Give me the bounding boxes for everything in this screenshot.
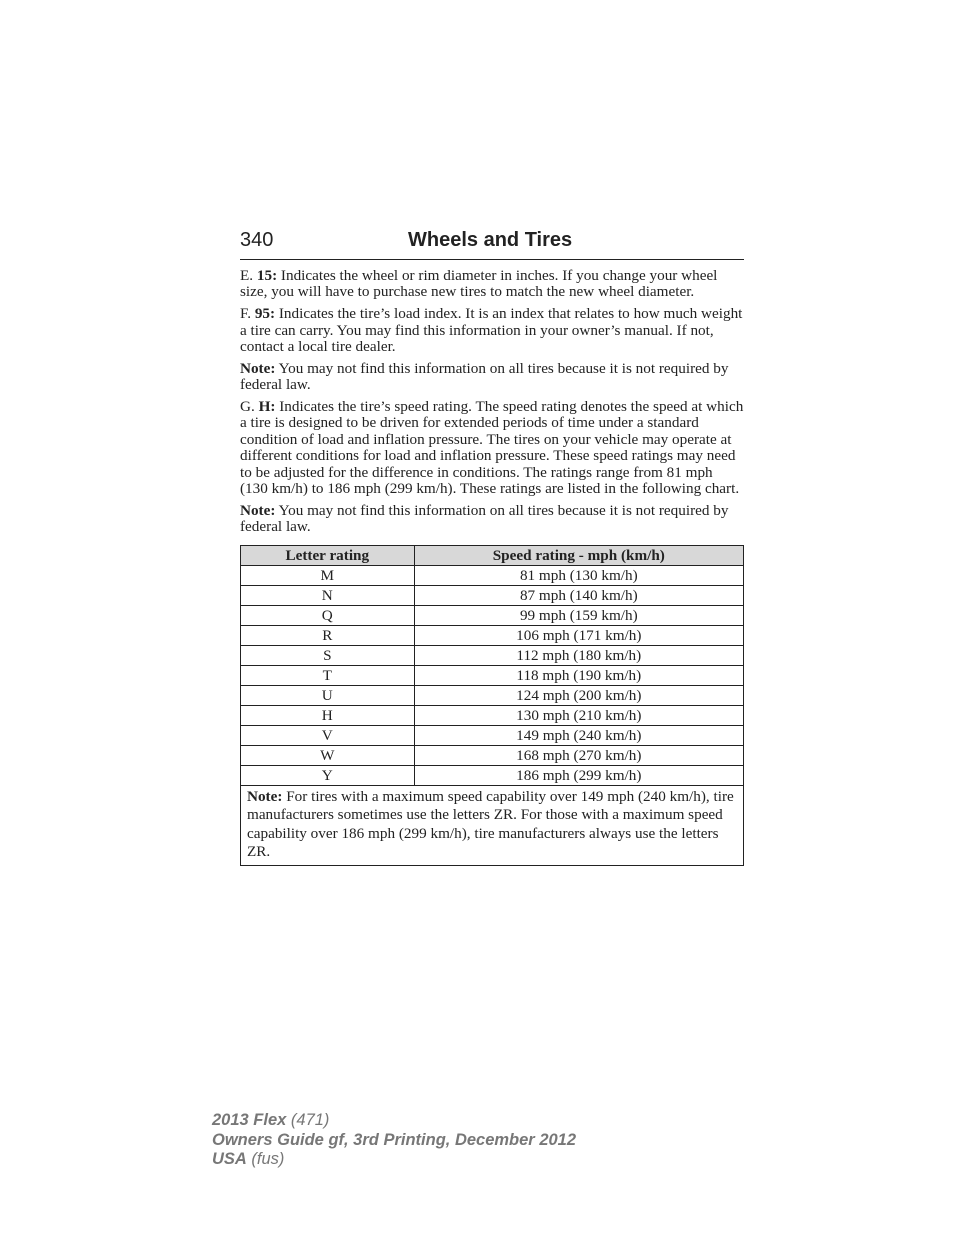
speed-cell: 124 mph (200 km/h) bbox=[414, 685, 743, 705]
table-note-row bbox=[241, 785, 744, 865]
note-text: You may not find this information on all tires because it is not required by federal law. bbox=[240, 501, 729, 536]
letter-cell: N bbox=[241, 585, 415, 605]
table-row bbox=[241, 585, 744, 605]
speed-cell: 99 mph (159 km/h) bbox=[414, 605, 743, 625]
speed-cell: 186 mph (299 km/h) bbox=[414, 765, 743, 785]
speed-cell: 87 mph (140 km/h) bbox=[414, 585, 743, 605]
item-letter: G. bbox=[240, 398, 259, 416]
item-text: Indicates the tire’s speed rating. The speed rating denotes the speed at which a tire is designed to be driven for extended periods of time under a standard condition of load and inflation pressure. The tires on your vehicle may operate at different conditions for load and inflation pressure. These speed ratings may need to be adjusted for the difference in conditions. The ratings range from 81 mph (130 km/h) to 186 mph (299 km/h). These ratings are listed in the following chart. bbox=[240, 398, 744, 498]
speed-cell: 112 mph (180 km/h) bbox=[414, 645, 743, 665]
table-row bbox=[241, 745, 744, 765]
page-number: 340 bbox=[240, 229, 274, 251]
page-header bbox=[240, 229, 744, 260]
note-paragraph bbox=[240, 503, 744, 536]
letter-cell: S bbox=[241, 645, 415, 665]
table-row bbox=[241, 665, 744, 685]
paragraph-e bbox=[240, 268, 744, 301]
note-text: For tires with a maximum speed capability over 149 mph (240 km/h), tire manufacturers sometimes use the letters ZR. For those with a maximum speed capability over 186 mph (299 km/h), tire manufacturers always use the letters ZR. bbox=[247, 787, 734, 861]
item-text: Indicates the wheel or rim diameter in inches. If you change your wheel size, you will have to purchase new tires to match the new wheel diameter. bbox=[240, 267, 718, 301]
table-row bbox=[241, 685, 744, 705]
letter-cell: W bbox=[241, 745, 415, 765]
table-header-row bbox=[241, 545, 744, 565]
note-label: Note: bbox=[240, 501, 276, 519]
letter-cell: M bbox=[241, 565, 415, 585]
letter-cell: H bbox=[241, 705, 415, 725]
letter-cell: Y bbox=[241, 765, 415, 785]
paragraph-g bbox=[240, 399, 744, 497]
table-note bbox=[241, 785, 744, 865]
item-code: H: bbox=[258, 398, 276, 416]
speed-cell: 149 mph (240 km/h) bbox=[414, 725, 743, 745]
table-row bbox=[241, 625, 744, 645]
table-row bbox=[241, 565, 744, 585]
table-row bbox=[241, 605, 744, 625]
speed-cell: 130 mph (210 km/h) bbox=[414, 705, 743, 725]
speed-cell: 118 mph (190 km/h) bbox=[414, 665, 743, 685]
note-label: Note: bbox=[247, 787, 283, 805]
speed-cell: 81 mph (130 km/h) bbox=[414, 565, 743, 585]
letter-cell: Q bbox=[241, 605, 415, 625]
item-code: 95: bbox=[254, 305, 276, 323]
item-text: Indicates the tire’s load index. It is an index that relates to how much weight a tire can carry. You may find this information in your owner’s manual. If not, contact a local tire dealer. bbox=[240, 305, 743, 356]
footer-model: 2013 Flex bbox=[212, 1111, 287, 1129]
main-content bbox=[240, 268, 744, 866]
note-text: You may not find this information on all tires because it is not required by federal law. bbox=[240, 359, 729, 394]
section-title: Wheels and Tires bbox=[408, 229, 573, 251]
table-row bbox=[241, 725, 744, 745]
footer-line-3 bbox=[212, 1150, 576, 1170]
note-paragraph bbox=[240, 361, 744, 394]
speed-cell: 106 mph (171 km/h) bbox=[414, 625, 743, 645]
paragraph-f bbox=[240, 306, 744, 355]
footer-region-code: (fus) bbox=[246, 1150, 285, 1168]
letter-cell: V bbox=[241, 725, 415, 745]
footer-code: (471) bbox=[286, 1111, 330, 1129]
letter-cell: T bbox=[241, 665, 415, 685]
table-row bbox=[241, 705, 744, 725]
item-code: 15: bbox=[256, 267, 278, 284]
footer-region: USA bbox=[212, 1150, 247, 1168]
footer-line-1 bbox=[212, 1111, 576, 1131]
table-row bbox=[241, 645, 744, 665]
column-header-speed: Speed rating - mph (km/h) bbox=[414, 545, 743, 565]
footer-line-2 bbox=[212, 1131, 576, 1151]
table-row bbox=[241, 765, 744, 785]
speed-cell: 168 mph (270 km/h) bbox=[414, 745, 743, 765]
column-header-letter: Letter rating bbox=[241, 545, 415, 565]
speed-rating-table bbox=[240, 545, 744, 866]
page-footer bbox=[212, 1111, 576, 1170]
letter-cell: R bbox=[241, 625, 415, 645]
footer-guide: Owners Guide gf, 3rd Printing, December 2012 bbox=[212, 1130, 577, 1149]
note-label: Note: bbox=[240, 359, 276, 377]
letter-cell: U bbox=[241, 685, 415, 705]
item-letter: F. bbox=[240, 305, 255, 323]
item-letter: E. bbox=[240, 267, 257, 284]
